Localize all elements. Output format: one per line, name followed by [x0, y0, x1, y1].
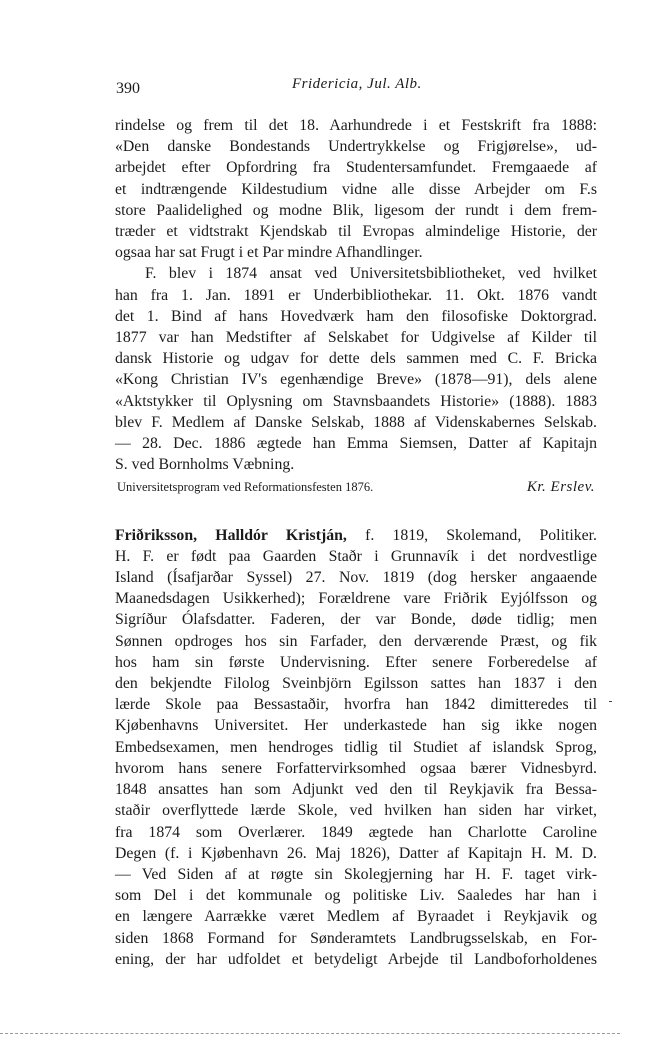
entry1-line: store Paalidelighed og modne Blik, ligesom der rundt i dem frem-	[115, 201, 597, 219]
running-head: Fridericia, Jul. Alb.	[292, 76, 422, 92]
entry2-line: hos ham sin første Undervisning. Efter senere Forberedelse af	[115, 653, 597, 671]
entry2-line: Degen (f. i Kjøbenhavn 26. Maj 1826), Datter af Kapitajn H. M. D.	[115, 844, 597, 862]
entry1-line: træder et vidtstrakt Kjendskab til Evropas almindelige Historie, der	[115, 223, 597, 241]
page-edge-line	[0, 1033, 620, 1034]
entry2-line: ening, der har udfoldet et betydeligt Arbejde til Landboforholdenes	[115, 950, 597, 968]
entry1-line: ogsaa har sat Frugt i et Par mindre Afhandlinger.	[115, 244, 423, 262]
entry-separator	[115, 499, 597, 525]
page-header	[116, 76, 596, 100]
entry1-line: — 28. Dec. 1886 ægtede han Emma Siemsen, Datter af Kapitajn	[115, 435, 597, 453]
body-text	[115, 115, 597, 970]
entry1-line: dansk Historie og udgav for dette dels sammen med C. F. Bricka	[115, 350, 597, 368]
entry-headword: Friðriksson, Halldór Kristján,	[115, 526, 347, 544]
entry2-line: staðir overflyttede lærde Skole, ved hvilken han siden har virket,	[115, 802, 597, 820]
page-number: 390	[116, 80, 140, 97]
entry1-line: «Aktstykker til Oplysning om Stavnsbaandets Historie» (1888). 1883	[115, 392, 597, 410]
entry1-line: det 1. Bind af hans Hovedværk ham den filosofiske Doktorgrad.	[115, 307, 597, 325]
entry1-line: S. ved Bornholms Væbning.	[115, 456, 295, 474]
margin-mark	[609, 701, 612, 702]
entry2-line: 1848 ansattes han som Adjunkt ved den til Reykjavik fra Bessa-	[115, 781, 597, 799]
entry2-line: Sigríður Ólafsdatter. Faderen, der var Bonde, døde tidlig; men	[115, 611, 597, 629]
entry1-line: blev F. Medlem af Danske Selskab, 1888 af Videnskabernes Selskab.	[115, 413, 597, 431]
entry2-line: hvorom hans senere Forfattervirksomhed ogsaa bærer Vidnesbyrd.	[115, 759, 597, 777]
entry2-line: den bekjendte Filolog Sveinbjörn Egilsson sattes han 1837 i den	[115, 675, 597, 693]
entry2-first-line-rest: f. 1819, Skolemand, Politiker.	[346, 526, 597, 544]
entry2-line: en længere Aarrække været Medlem af Byraadet i Reykjavik og	[115, 908, 597, 926]
author-signature: Kr. Erslev.	[526, 479, 595, 496]
source-reference: Universitetsprogram ved Reformationsfesten 1876.	[117, 480, 374, 495]
entry2-line: som Del i det kommunale og politiske Liv. Saaledes har han i	[115, 887, 597, 905]
entry2-line: Maanedsdagen Usikkerhed); Forældrene vare Friðrik Eyjólfsson og	[115, 590, 597, 608]
entry2-line: Kjøbenhavns Universitet. Her underkastede han sig ikke nogen	[115, 717, 597, 735]
entry1-line: et indtrængende Kildestudium vidne alle disse Arbejder om F.s	[115, 180, 597, 198]
entry1-line: 1877 var han Medstifter af Selskabet for Udgivelse af Kilder til	[115, 329, 597, 347]
entry1-line: «Kong Christian IV's egenhændige Breve» (1878—91), dels alene	[115, 371, 597, 389]
entry1-line: rindelse og frem til det 18. Aarhundrede i et Festskrift fra 1888:	[115, 117, 597, 134]
entry2-first-line	[115, 525, 597, 546]
entry2-line: lærde Skole paa Bessastaðir, hvorfra han 1842 dimitteredes til	[115, 696, 597, 714]
entry2-line: siden 1868 Formand for Sønderamtets Landbrugsselskab, en For-	[115, 929, 597, 947]
entry2-line: Sønnen opdroges hos sin Farfader, den derværende Præst, og fik	[115, 632, 597, 650]
entry1-line: arbejdet efter Opfordring fra Studentersamfundet. Fremgaaede af	[115, 159, 597, 177]
entry1-line: «Den danske Bondestands Undertrykkelse og Frigjørelse», ud-	[115, 138, 597, 156]
entry2-line: Island (Ísafjarðar Syssel) 27. Nov. 1819 (dog hersker angaaende	[115, 569, 597, 587]
entry1-source-row	[115, 477, 597, 498]
entry2-line: Embedsexamen, men hendroges tidlig til Studiet af islandsk Sprog,	[115, 738, 597, 756]
entry2-line: — Ved Siden af at røgte sin Skolegjerning har H. F. taget virk-	[115, 865, 597, 883]
entry1-line: F. blev i 1874 ansat ved Universitetsbibliotheket, ved hvilket	[145, 265, 597, 283]
entry2-line: H. F. er født paa Gaarden Staðr i Grunnavík i det nordvestlige	[115, 547, 597, 565]
entry1-line: han fra 1. Jan. 1891 er Underbibliothekar. 11. Okt. 1876 vandt	[115, 286, 597, 304]
entry2-line: fra 1874 som Overlærer. 1849 ægtede han Charlotte Caroline	[115, 823, 597, 841]
